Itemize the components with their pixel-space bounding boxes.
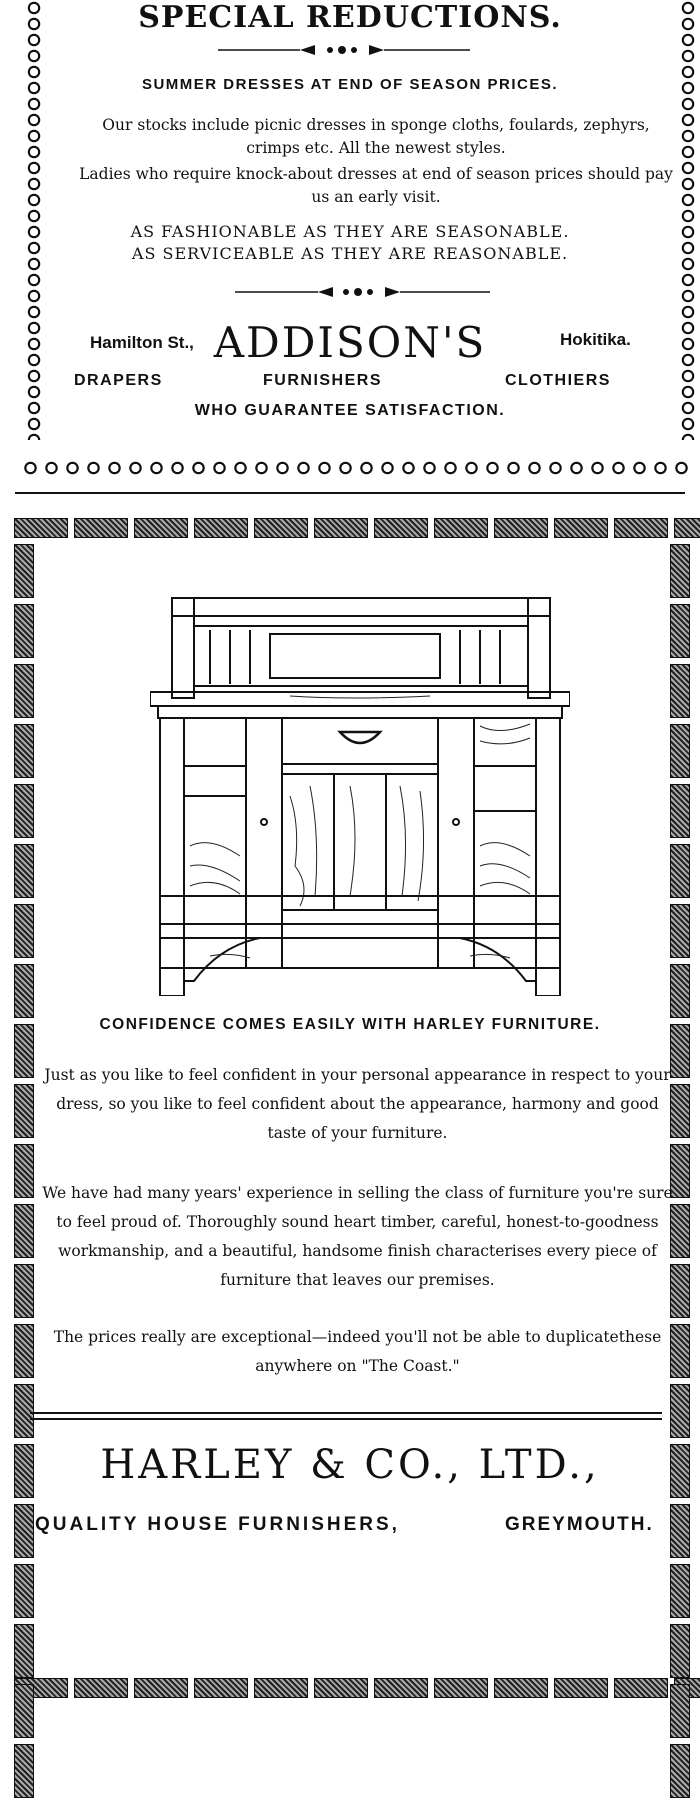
- left-ring-border: [24, 0, 44, 440]
- addisons-advertisement: [0, 0, 700, 480]
- right-ring-border: [678, 0, 698, 440]
- company-name: HARLEY & CO., LTD.,: [100, 1442, 600, 1488]
- double-rule-upper: [30, 1412, 662, 1414]
- ad-heading: SPECIAL REDUCTIONS.: [138, 0, 562, 35]
- company-tagline: QUALITY HOUSE FURNISHERS,: [35, 1514, 400, 1535]
- top-block-border: [14, 518, 700, 538]
- bottom-block-border: [14, 1678, 700, 1698]
- experience-paragraph: We have had many years' experience in selling the class of furniture you're sure to feel proud of. Thoroughly sound heart timber, careful, honest-to-goodness workmanship, and a beautiful, handsome finish characterises every piece of furniture that leaves our premises.: [42, 1184, 673, 1289]
- column-separator: [15, 492, 685, 494]
- right-block-border: [670, 544, 690, 1798]
- slogan-fashionable: AS FASHIONABLE AS THEY ARE SEASONABLE.: [130, 222, 570, 241]
- stock-paragraph: Our stocks include picnic dresses in sponge cloths, foulards, zephyrs, crimps etc. All the newest styles.: [102, 116, 650, 157]
- flourish-ornament-top: [0, 42, 700, 58]
- brand-name: ADDISON'S: [213, 318, 487, 367]
- double-rule-lower: [30, 1418, 662, 1420]
- bottom-ring-border: [20, 458, 695, 478]
- left-block-border: [14, 544, 34, 1798]
- prices-paragraph: The prices really are exceptional—indeed you'll not be able to duplicatethese anywhere on "The Coast.": [53, 1328, 662, 1375]
- company-town: GREYMOUTH.: [505, 1514, 654, 1535]
- slogan-serviceable: AS SERVICEABLE AS THEY ARE REASONABLE.: [131, 244, 569, 263]
- harley-advertisement: [0, 500, 700, 1701]
- visit-paragraph: Ladies who require knock-about dresses at end of season prices should pay us an early visit.: [79, 165, 673, 206]
- role-clothiers: CLOTHIERS: [505, 372, 611, 389]
- role-furnishers: FURNISHERS: [263, 372, 383, 389]
- confidence-paragraph: Just as you like to feel confident in your personal appearance in respect to your dress, so you like to feel confident about the appearance, harmony and good taste of your furniture.: [44, 1066, 671, 1142]
- sideboard-illustration: [150, 596, 570, 996]
- flourish-ornament-middle: [0, 284, 700, 300]
- guarantee-line: WHO GUARANTEE SATISFACTION.: [194, 402, 506, 419]
- ad-subheading: SUMMER DRESSES AT END OF SEASON PRICES.: [141, 76, 559, 93]
- role-drapers: DRAPERS: [74, 372, 163, 389]
- town-name: Hokitika.: [560, 330, 631, 349]
- harley-headline: CONFIDENCE COMES EASILY WITH HARLEY FURNITURE.: [99, 1016, 601, 1033]
- street-address: Hamilton St.,: [90, 333, 194, 352]
